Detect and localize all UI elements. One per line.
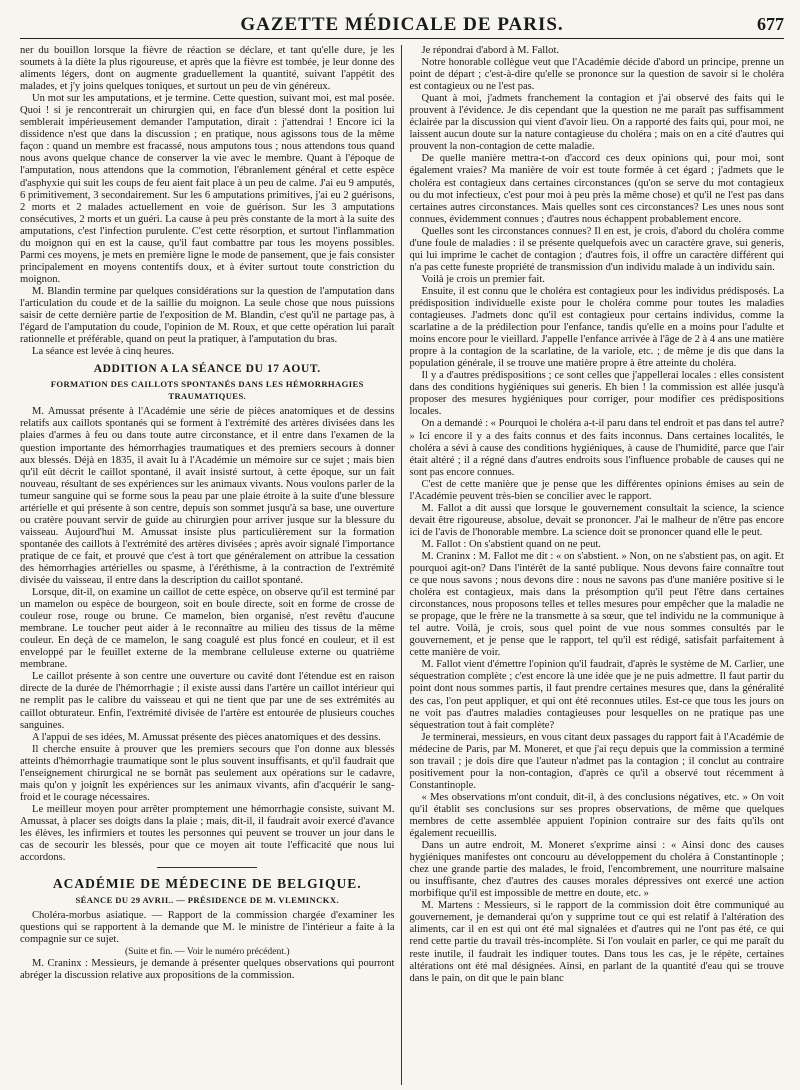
paragraph: Ensuite, il est connu que le choléra est contagieux pour les individus prédisposés. La prédisposition individuelle existe pour le choléra comme pour toutes les maladies contagieuses. J'admets donc qu'il est contagieux pour certains individus, comme la scarlatine a de la prédilection pour l'enfance, tandis qu'elle en a moins pour l'adulte et moins encore pour le vieillard. J'appelle l'enfance arrivée à l'âge de 2 à 4 ans une matière propre à la contagion de la scarlatine, de la variole, etc. ; de même je dis que dans la population générale, il se trouve une matière propre à être atteinte du choléra.	[409, 285, 784, 370]
paragraph: Il y a d'autres prédispositions ; ce sont celles que j'appellerai locales : elles consistent dans des conditions hygiéniques sui generis. Eh bien ! la commission est allée jusqu'à proposer des mesures hygiéniques pour corriger, pour modifier ces prédispositions locales.	[409, 370, 784, 418]
paragraph: M. Fallot : On s'abstient quand on ne peut.	[421, 538, 601, 550]
page-number: 677	[757, 14, 784, 34]
right-column	[402, 45, 785, 1085]
paragraph: Un mot sur les amputations, et je termine. Cette question, suivant moi, est mal posée. Quoi ! si je rencontrerait un chirurgien qui, en face d'un blessé dont la position lui semblerait impérieusement demander l'amputation, dirait : j'attendrai ! Encore ici la dissidence n'est que dans la discussion ; en pratique, nous agissons tous de la même façon : quand un membre est fracassé, nous amputons tous ; nous attendons tous quand nous avons quelque chance de conserver la vie avec le membre. Quant à l'époque de l'amputation, nous attendons que la commotion, l'ébranlement général et cette espèce d'asphyxie qui suit les coups de feu aient fait place à un peu de calme. J'ai eu 9 amputés, 6 primitivement, 3 secondairement. Sur les 6 amputations primitives, j'ai eu 2 guérisons, 2 morts et 2 malades actuellement en voie de guérison. Sur les 3 amputations consécutives, 2 morts et un guéri. La cause à peu près constante de la mort à la suite des amputations, c'est l'infection purulente. C'est cette résorption, et surtout l'inflammation du moignon qui en est la cause, qu'il faut combattre par tous les moyens possibles. Parmi ces moyens, je mets en première ligne le mode de pansement, que je fais consister principalement en moyens contentifs doux, et à éviter surtout toute constriction du moignon.	[20, 93, 395, 285]
paragraph: La séance est levée à cinq heures.	[32, 346, 175, 358]
continuation-note: (Suite et fin. — Voir le numéro précédent.)	[124, 946, 290, 958]
addition-subtitle: FORMATION DES CAILLOTS SPONTANÉS DANS LES HÉMORRHAGIES TRAUMATIQUES.	[50, 379, 364, 402]
paragraph: Quelles sont les circonstances connues? Il en est, je crois, d'abord du choléra comme d'une foule de maladies : il se présente quelquefois avec un caractère grave, sui generis, qui lui imprime le cachet de contagion ; d'autres fois, il offre un caractère différent qui n'a pas cette funeste propriété de transmission d'un individu malade à un individu sain.	[409, 225, 784, 273]
paragraph: Voilà je crois un premier fait.	[421, 273, 545, 285]
paragraph: Dans un autre endroit, M. Moneret s'exprime ainsi : « Ainsi donc des causes hygiéniques manifestes ont concouru au développement du choléra à Constantinople ; chez une grande partie des malades, le froid, l'encombrement, une nourriture malsaine ou insuffisante, chez d'autres des causes morales dépressives ont exercé une action morbifique qu'il est impossible de mettre en doute, etc. »	[409, 840, 784, 900]
paragraph: De quelle manière mettra-t-on d'accord ces deux opinions qui, pour moi, sont également vraies? Ma manière de voir est toute formée à cet égard ; j'admets que le choléra est contagieux dans certaines circonstances (qu'on se serve du mot contagieux ou du mot infectieux, c'est pour moi à peu près la même chose) et qu'il ne l'est pas dans certaines autres circonstances. Mais quelles sont ces circonstances? Les unes nous sont connues, évidemment connues ; d'autres nous échappent probablement encore.	[409, 153, 784, 225]
paragraph: C'est de cette manière que je pense que les différentes opinions émises au sein de l'Académie peuvent très-bien se concilier avec le rapport.	[409, 478, 784, 502]
journal-title: GAZETTE MÉDICALE DE PARIS.	[240, 14, 564, 35]
paragraph: M. Fallot a dit aussi que lorsque le gouvernement consultait la science, la science devait être rigoureuse, absolue, devait se prononcer. J'ai le malheur de n'être pas encore ici de l'avis de l'honorable membre. La science doit se prononcer quand elle le peut.	[409, 502, 784, 538]
paragraph: Lorsque, dit-il, on examine un caillot de cette espèce, on observe qu'il est terminé par un mamelon ou espèce de bourgeon, soit en boule directe, soit en forme de crosse de couleur rose, rouge ou brune. Ce mamelon, bien organisé, n'est revêtu d'aucune membrane. Le toucher peut aider à le reconnaître au milieu des tissus de la même couleur. En deçà de ce mamelon, le sang coagulé est plus foncé en couleur, et il est enveloppé par le feuillet externe de la membrane celluleuse externe ou quatrième membrane.	[20, 587, 395, 671]
paragraph: Le meilleur moyen pour arrêter promptement une hémorrhagie consiste, suivant M. Amussat, à placer ses doigts dans la plaie ; mais, dit-il, il faudrait avoir exercé d'avance les élèves, les infirmiers et toutes les personnes qui peuvent se trouver un jour dans le cas de secourir les blessés, pour que ce moyen ait toute l'efficacité que nous lui accordons.	[20, 803, 395, 864]
paragraph: Le caillot présente à son centre une ouverture ou cavité dont l'étendue est en raison directe de la durée de l'hémorrhagie ; il existe aussi dans l'artère un caillot intérieur qui ne remplit pas le calibre du vaisseau et qui ne tient que par une de ses extrémités au caillot obturateur. Enfin, l'extrémité divisée de l'artère est entourée de plusieurs couches sanguines.	[20, 671, 395, 731]
text-columns	[20, 45, 784, 1085]
paragraph: M. Craninx : M. Fallot me dit : « on s'abstient. » Non, on ne s'abstient pas, on agit. Et pourquoi agit-on? Dans l'intérêt de la santé publique. Nous devons faire connaître tout ce que nous savons ; nous devons dire : nous ne savons pas d'une manière positive si le choléra est contagieux, mais dans la présomption qu'il peut l'être dans certaines circonstances, nous proposons telles et telles mesures pour empêcher que la maladie ne se propage, que le frère ne la transmette à sa sœur, que tel individu ne la communique à tel autre. Voilà, je crois, sous quel point de vue nous sommes consultés par le gouvernement, et je pense que le rapport, tel qu'il est rédigé, satisfait parfaitement à cette manière de voir.	[409, 550, 784, 659]
page-header	[20, 14, 784, 39]
paragraph: M. Blandin termine par quelques considérations sur la question de l'amputation dans l'articulation du coude et de la saillie du moignon. La seule chose que nous puissions saisir de cette dernière partie de l'exposition de M. Blandin, c'est qu'il ne partage pas, à l'égard de l'amputation du coude, l'opinion de M. Roux, et que cette opération lui paraît rationnelle et préférable, quand on peut la pratiquer, à l'amputation du bras.	[20, 285, 395, 346]
paragraph: M. Martens : Messieurs, si le rapport de la commission doit être communiqué au gouvernement, je demanderai qu'on y supprime tout ce qui est relatif à l'altération des aliments, car il en est qui ont été mal signalées et d'autres qui ne l'ont pas été, ce qui rend cette partie du travail très-incomplète. Si l'on voulait en parler, ce qui me paraît du reste inutile, il faudrait les indiquer toutes. Dans tous les cas, je le répète, certaines altérations ont été mal désignées. Ainsi, en parlant de la quantité d'eau qui se trouve dans le pain, on dit que le pain blanc	[409, 900, 784, 984]
paragraph: Je terminerai, messieurs, en vous citant deux passages du rapport fait à l'Académie de médecine de Paris, par M. Moneret, et que j'ai reçu depuis que la commission a terminé son travail ; je dois dire que l'auteur n'admet pas la contagion ; il conclut au contraire positivement pour la non-contagion, d'après ce qu'il a observé tout récemment à Constantinople.	[409, 731, 784, 791]
paragraph: M. Craninx : Messieurs, je demande à présenter quelques observations qui pourront abréger la discussion relative aux propositions de la commission.	[20, 958, 395, 982]
section-divider	[157, 867, 257, 868]
paragraph: Il cherche ensuite à prouver que les premiers secours que l'on donne aux blessés atteints d'hémorrhagie traumatique sont le plus souvent insuffisants, et qu'il faudrait que l'enseignement chirurgical ne se bornât pas seulement aux opérations sur le cadavre, mais qu'on y joignît les expériences sur les animaux vivants, afin d'acquérir le sang-froid et le courage nécessaires.	[20, 743, 395, 803]
paragraph: M. Amussat présente à l'Académie une série de pièces anatomiques et de dessins relatifs aux caillots spontanés qui se forment à l'extrémité des artères divisées dans les plaies d'armes à feu ou dans toute autre circonstance, et il entre dans l'examen de la question importante des hémorrhagies traumatiques et des premiers secours à donner aux blessés. Déjà en 1835, il avait lu à l'Académie un mémoire sur ce sujet ; mais bien qu'il eût décrit le caillot spontané, il avait insisté surtout, à cette époque, sur un fait nouveau, résultant de ses expériences sur les animaux vivants. Nous voulons parler de la tumeur sanguine qui se forme sous la peau par une plaie étroite à la suite d'une blessure artérielle et qui présente à son centre, depuis son sommet jusqu'à sa base, une ouverture ou cratère pouvant servir de guide au chirurgien pour arriver jusque sur la blessure du vaisseau. Aujourd'hui M. Amussat insiste plus particulièrement sur la formation spontanée des caillots à l'extrémité des artères divisées ; après avoir signalé l'importance pratique de ce fait, et prouvé que c'est à tort que généralement on attribue la cessation des hémorrhagies artérielles ou spasme, à l'éréthisme, à la contraction de l'extrémité divisée du vaisseau, il entre dans la description du caillot spontané.	[20, 406, 395, 587]
addition-title: ADDITION A LA SÉANCE DU 17 AOUT.	[93, 363, 321, 376]
paragraph: A l'appui de ses idées, M. Amussat présente des pièces anatomiques et des dessins.	[32, 731, 381, 743]
seance-subtitle: SÉANCE DU 29 AVRIL. — PRÉSIDENCE DE M. VLEMINCKX.	[75, 895, 340, 906]
paragraph: « Mes observations m'ont conduit, dit-il, à des conclusions négatives, etc. » On voit qu'il établit ses conclusions sur ses propres observations, de même que quelques membres de cette assemblée appuient l'opinion contraire sur des faits qu'ils ont également recueillis.	[409, 791, 784, 840]
paragraph: M. Fallot vient d'émettre l'opinion qu'il faudrait, d'après le système de M. Carlier, une séquestration complète ; c'est encore là une idée que je ne puis admettre. Il faut partir du point dont nous sommes partis, il faut prendre certaines mesures que, dans la généralité des cas, l'on peut appliquer, et qui ont été reconnues utiles. Est-ce que tous les jours on ne voit pas d'autres maladies contagieuses pour lesquelles on ne pratique pas une séquestration tout à fait complète?	[409, 659, 784, 731]
paragraph: ner du bouillon lorsque la fièvre de réaction se déclare, et tant qu'elle dure, je les soumets à la diète la plus rigoureuse, et après que la fièvre est tombée, je leur donne des aliments légers, dont on augmente graduellement la quantité, suivant l'appétit des malades, et j'y joins quelques toniques, et surtout un peu de vin généreux.	[20, 45, 395, 93]
paragraph: Choléra-morbus asiatique. — Rapport de la commission chargée d'examiner les questions qui se rapportent à la demande que M. le ministre de l'intérieur a faite à la compagnie sur ce sujet.	[20, 910, 395, 946]
left-column	[20, 45, 402, 1085]
paragraph: Je répondrai d'abord à M. Fallot.	[421, 45, 560, 56]
paragraph: Quant à moi, j'admets franchement la contagion et j'ai observé des faits qui le prouvent à l'évidence. Je dis cependant que la question ne me paraît pas suffisamment éclairée par la discussion qui vient d'avoir lieu. On a rapporté des faits qui, pour moi, ne laissent aucun doute sur la nature contagieuse du choléra ; mais on en a cité d'autres qui prouvent la non-contagion de cette maladie.	[409, 93, 784, 153]
belgique-academy-title: ACADÉMIE DE MÉDECINE DE BELGIQUE.	[52, 876, 362, 892]
paragraph: Notre honorable collègue veut que l'Académie décide d'abord un principe, prenne un point de départ ; c'est-à-dire qu'elle se prononce sur la question de savoir si le choléra est contagieux ou ne l'est pas.	[409, 57, 784, 93]
paragraph: On a demandé : « Pourquoi le choléra a-t-il paru dans tel endroit et pas dans tel autre? » Ici encore il y a des faits connus et des faits inconnus. Dans certaines localités, le choléra a sévi à cause des conditions hygiéniques, à cause de l'humidité, parce que l'air était altéré ; il a régné dans d'autres endroits sous l'influence probable de causes qui ne sont pas encore connues.	[409, 418, 784, 478]
